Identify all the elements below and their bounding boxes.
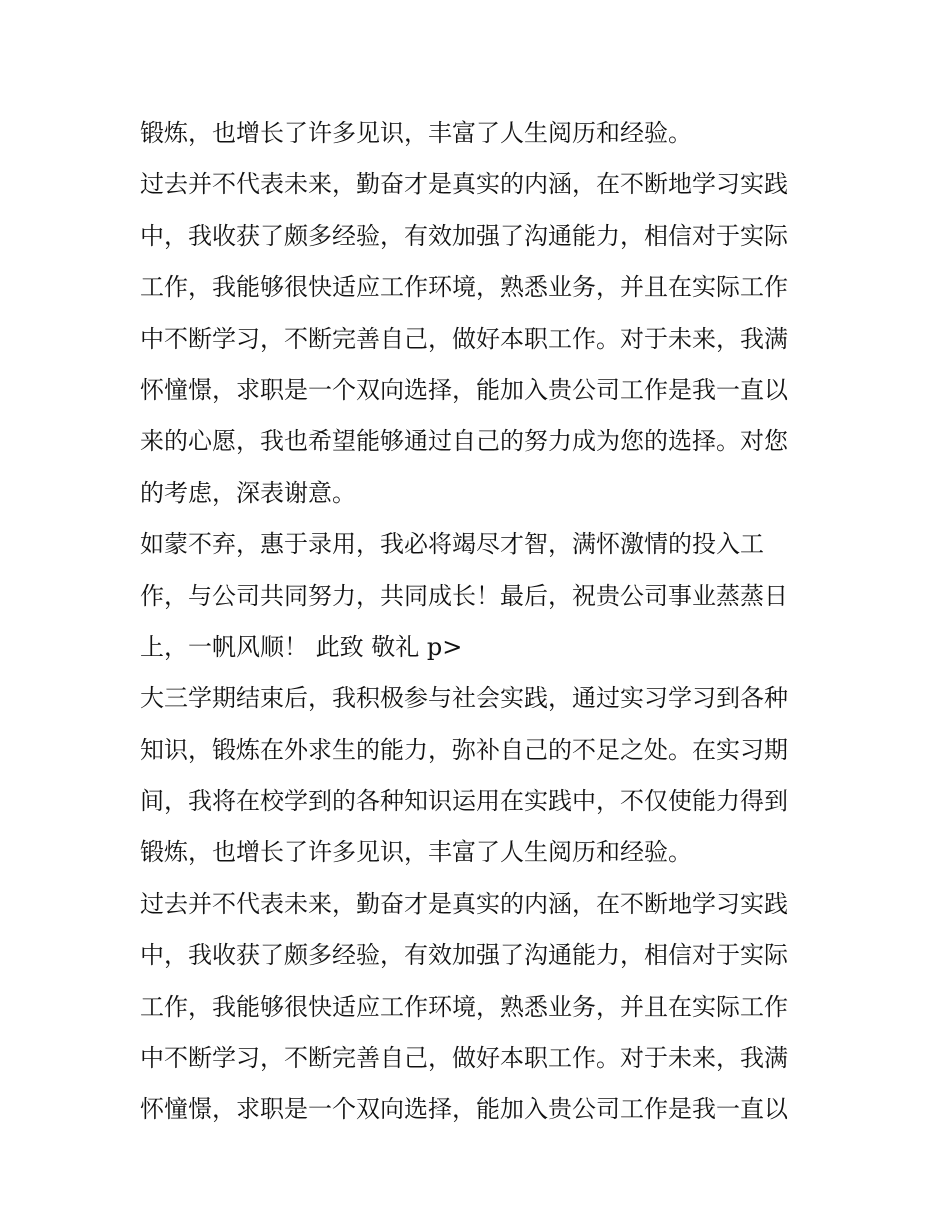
document-body [140, 108, 820, 1136]
text-line: 知识，锻炼在外求生的能力，弥补自己的不足之处。在实习期 [140, 735, 788, 764]
text-line: 中不断学习，不断完善自己，做好本职工作。对于未来，我满 [140, 324, 788, 353]
text-line: 锻炼，也增长了许多见识，丰富了人生阅历和经验。 [140, 838, 692, 867]
text-line: 上，一帆风顺！ 此致 敬礼 p> [140, 632, 463, 661]
text-line: 过去并不代表未来，勤奋才是真实的内涵，在不断地学习实践 [140, 170, 788, 199]
text-line: 中不断学习，不断完善自己，做好本职工作。对于未来，我满 [140, 1044, 788, 1073]
text-line: 来的心愿，我也希望能够通过自己的努力成为您的选择。对您 [140, 427, 788, 456]
text-line: 工作，我能够很快适应工作环境，熟悉业务，并且在实际工作 [140, 992, 788, 1021]
text-line: 间，我将在校学到的各种知识运用在实践中，不仅使能力得到 [140, 787, 788, 816]
text-line: 的考虑，深表谢意。 [140, 478, 356, 507]
text-line: 怀憧憬，求职是一个双向选择，能加入贵公司工作是我一直以 [140, 375, 788, 404]
text-line: 大三学期结束后，我积极参与社会实践，通过实习学习到各种 [140, 684, 788, 713]
text-line: 如蒙不弃，惠于录用，我必将竭尽才智，满怀激情的投入工 [140, 530, 764, 559]
text-line: 作，与公司共同努力，共同成长！最后，祝贵公司事业蒸蒸日 [140, 581, 788, 610]
text-line: 怀憧憬，求职是一个双向选择，能加入贵公司工作是我一直以 [140, 1095, 788, 1124]
text-line: 中，我收获了颇多经验，有效加强了沟通能力，相信对于实际 [140, 221, 788, 250]
text-line: 过去并不代表未来，勤奋才是真实的内涵，在不断地学习实践 [140, 889, 788, 918]
text-line: 工作，我能够很快适应工作环境，熟悉业务，并且在实际工作 [140, 273, 788, 302]
text-line: 锻炼，也增长了许多见识，丰富了人生阅历和经验。 [140, 119, 692, 147]
text-line: 中，我收获了颇多经验，有效加强了沟通能力，相信对于实际 [140, 941, 788, 970]
